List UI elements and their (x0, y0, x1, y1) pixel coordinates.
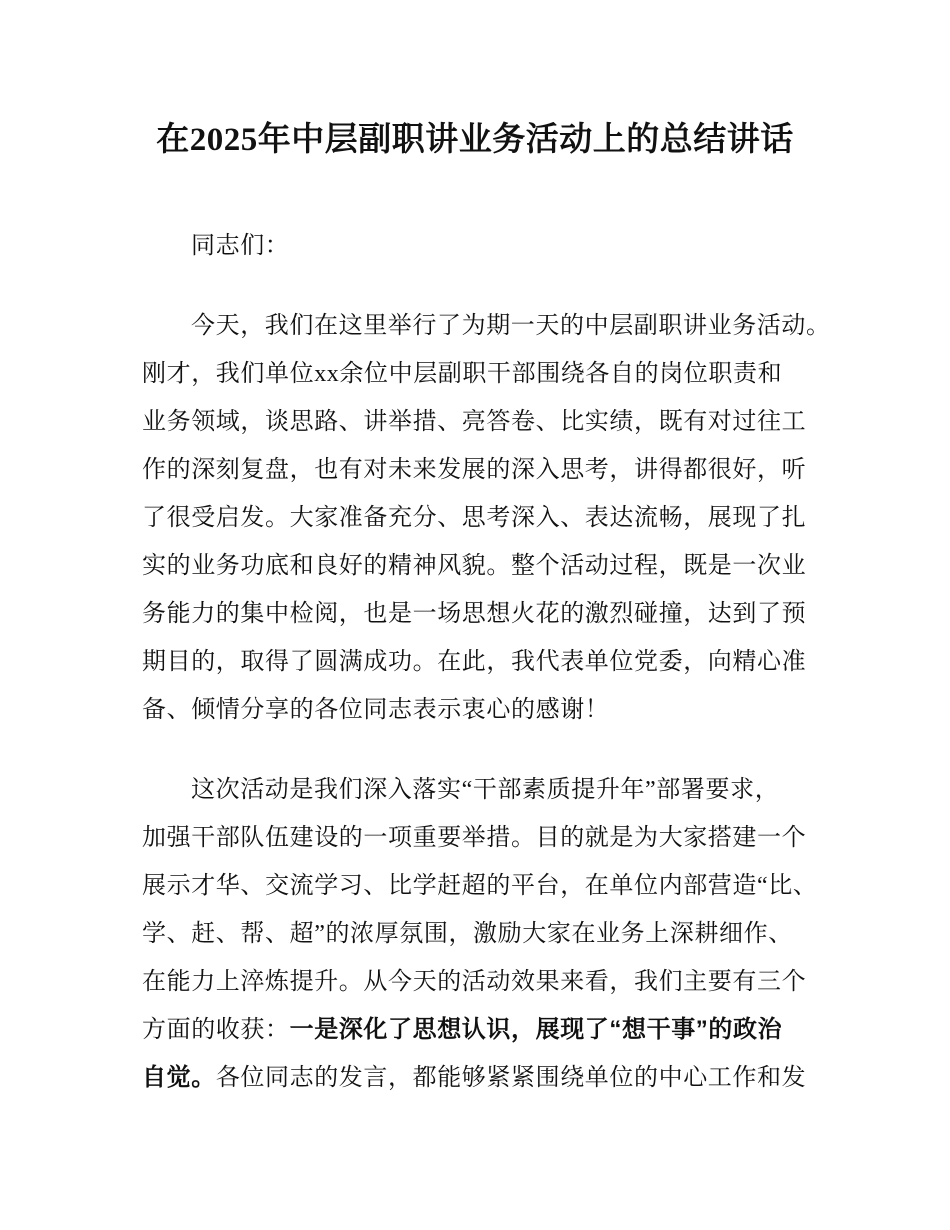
text-span: 方面的收获： (142, 1017, 290, 1043)
text-line (142, 222, 842, 270)
text-span: 备、倾情分享的各位同志表示衷心的感谢！ (142, 697, 610, 723)
salutation (142, 222, 842, 270)
text-span: 刚才，我们单位xx余位中层副职干部围绕各自的岗位职责和 (142, 361, 783, 387)
text-span: 实的业务功底和良好的精神风貌。整个活动过程，既是一次业 (142, 553, 807, 579)
text-line (142, 1006, 842, 1054)
text-span: 学、赶、帮、超”的浓厚氛围，激励大家在业务上深耕细作、 (142, 921, 793, 947)
text-line (142, 446, 842, 494)
text-line (142, 686, 842, 734)
text-line (142, 814, 842, 862)
text-span: 业务领域，谈思路、讲举措、亮答卷、比实绩，既有对过往工 (142, 409, 807, 435)
text-line (142, 590, 842, 638)
paragraph (142, 766, 842, 1102)
text-line (142, 542, 842, 590)
text-span: 今天，我们在这里举行了为期一天的中层副职讲业务活动。 (191, 313, 831, 339)
text-line (142, 494, 842, 542)
text-span: 作的深刻复盘，也有对未来发展的深入思考，讲得都很好，听 (142, 457, 807, 483)
text-span: 各位同志的发言，都能够紧紧围绕单位的中心工作和发 (215, 1065, 807, 1091)
text-span: 期目的，取得了圆满成功。在此，我代表单位党委，向精心准 (142, 649, 807, 675)
text-line (142, 1054, 842, 1102)
text-line (142, 398, 842, 446)
document-title: 在2025年中层副职讲业务活动上的总结讲话 (156, 122, 794, 158)
text-span: 了很受启发。大家准备充分、思考深入、表达流畅，展现了扎 (142, 505, 807, 531)
bold-text: 自觉。 (142, 1064, 216, 1091)
text-line (142, 302, 842, 350)
text-span: 在能力上淬炼提升。从今天的活动效果来看，我们主要有三个 (142, 969, 807, 995)
text-span: 展示才华、交流学习、比学赶超的平台，在单位内部营造“比、 (142, 873, 818, 899)
text-line (142, 910, 842, 958)
text-line (142, 958, 842, 1006)
text-span: 同志们： (191, 233, 290, 259)
text-line (142, 862, 842, 910)
text-span: 务能力的集中检阅，也是一场思想火花的激烈碰撞，达到了预 (142, 601, 807, 627)
bold-text: 一是深化了思想认识，展现了“想干事”的政治 (289, 1016, 783, 1043)
text-line (142, 638, 842, 686)
document-body (142, 222, 842, 1102)
paragraph (142, 302, 842, 734)
text-line (142, 350, 842, 398)
text-span: 加强干部队伍建设的一项重要举措。目的就是为大家搭建一个 (142, 825, 807, 851)
text-line (142, 766, 842, 814)
text-span: 这次活动是我们深入落实“干部素质提升年”部署要求， (191, 777, 780, 803)
